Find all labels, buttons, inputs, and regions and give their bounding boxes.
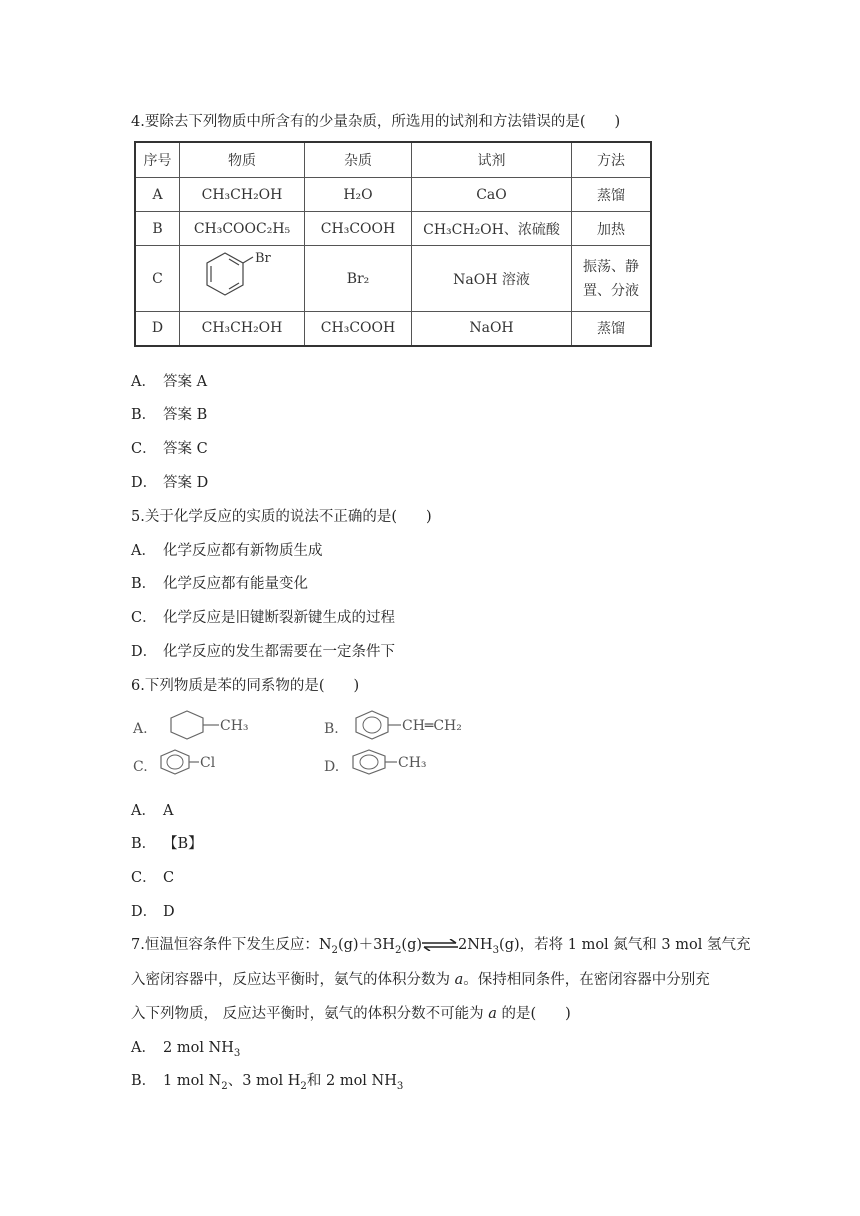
table-row — [135, 178, 651, 212]
q7-option-a[interactable]: A． 2 mol $NH_3$ — [131, 1040, 241, 1059]
table-cell — [572, 246, 652, 312]
table-cell: 加热 — [572, 212, 652, 246]
structure-b-substituent: CH═CH₂ — [402, 718, 462, 734]
option-text: 答案 C — [163, 441, 208, 457]
q6-option-a[interactable] — [131, 801, 173, 821]
table-header-cell: 试剂 — [412, 142, 572, 178]
option-letter: A． — [131, 803, 156, 819]
table-cell: 蒸馏 — [572, 178, 652, 212]
table-cell: CH₃COOH — [305, 312, 412, 346]
equilibrium-arrow-icon — [422, 939, 458, 951]
option-letter: B． — [131, 836, 157, 852]
option-text: 【B】 — [163, 836, 203, 852]
structure-b-label: B. — [324, 721, 339, 737]
q7-option-b[interactable]: B． 1 mol $N_2$、3 mol $H_2$和 2 mol $NH_3$ — [131, 1073, 404, 1092]
q6-option-d[interactable] — [131, 902, 175, 922]
question-7-line-3: 入下列物质， 反应达平衡时，氨气的体积分数不可能为 a 的是( ) — [131, 1006, 571, 1022]
option-text: 化学反应的发生都需要在一定条件下 — [163, 644, 395, 660]
table-header-cell: 序号 — [135, 142, 180, 178]
method-line: 置、分液 — [583, 282, 639, 299]
option-text: A — [163, 803, 174, 819]
option-text: 化学反应都有能量变化 — [163, 576, 308, 592]
table-cell: 蒸馏 — [572, 312, 652, 346]
table-cell: NaOH 溶液 — [412, 246, 572, 312]
table-cell: CH₃CH₂OH — [180, 312, 305, 346]
table-cell: CH₃CH₂OH — [180, 178, 305, 212]
table-cell: H₂O — [305, 178, 412, 212]
q6-option-c[interactable] — [131, 868, 174, 888]
option-text: D — [163, 904, 175, 920]
option-text: 化学反应都有新物质生成 — [163, 543, 323, 559]
option-letter: D． — [131, 475, 158, 491]
q4-option-b[interactable] — [131, 405, 207, 425]
structure-a-label: A. — [133, 721, 148, 737]
q6-structures-figure — [131, 707, 501, 777]
table-cell: CH₃COOH — [305, 212, 412, 246]
table-row — [135, 312, 651, 346]
option-letter: B． — [131, 576, 157, 592]
option-text: 答案 B — [163, 407, 208, 423]
option-letter: A． — [131, 374, 156, 390]
question-4-table — [134, 141, 652, 347]
structure-a-substituent: CH₃ — [220, 718, 249, 734]
option-letter: D． — [131, 904, 158, 920]
table-cell: Br₂ — [305, 246, 412, 312]
method-line: 振荡、静 — [583, 258, 639, 275]
table-cell: A — [135, 178, 180, 212]
option-letter: A． — [131, 1040, 156, 1056]
table-header-row — [135, 142, 651, 178]
option-text: 答案 D — [163, 475, 209, 491]
bromo-substituent-label: Br — [255, 250, 271, 266]
structure-c-label: C. — [133, 759, 148, 775]
question-5-stem: 5.关于化学反应的实质的说法不正确的是( ) — [131, 509, 432, 525]
table-row — [135, 246, 651, 312]
table-cell: CaO — [412, 178, 572, 212]
table-header-cell: 物质 — [180, 142, 305, 178]
table-header-cell: 方法 — [572, 142, 652, 178]
q5-option-c[interactable] — [131, 608, 395, 628]
bromobenzene-structure-icon — [187, 247, 297, 307]
structure-d-substituent: CH₃ — [398, 755, 427, 771]
q4-option-d[interactable] — [131, 473, 208, 493]
table-row — [135, 212, 651, 246]
question-6-stem: 6.下列物质是苯的同系物的是( ) — [131, 678, 360, 694]
table-cell: CH₃CH₂OH、浓硫酸 — [412, 212, 572, 246]
table-cell: D — [135, 312, 180, 346]
table-cell: CH₃COOC₂H₅ — [180, 212, 305, 246]
q4-option-a[interactable] — [131, 372, 207, 392]
table-cell: NaOH — [412, 312, 572, 346]
option-letter: C． — [131, 441, 157, 457]
q5-option-b[interactable] — [131, 574, 308, 594]
q4-option-c[interactable] — [131, 439, 208, 459]
table-cell: C — [135, 246, 180, 312]
option-letter: C． — [131, 610, 157, 626]
option-letter: C． — [131, 870, 157, 886]
q6-option-b[interactable] — [131, 834, 203, 854]
bromobenzene-structure-cell — [180, 246, 305, 312]
option-letter: B． — [131, 1073, 157, 1089]
benzene-ring-icon — [353, 750, 385, 774]
benzene-ring-icon — [356, 711, 388, 739]
table-header-cell: 杂质 — [305, 142, 412, 178]
option-letter: A． — [131, 543, 156, 559]
structure-c-substituent: Cl — [200, 755, 216, 771]
benzene-ring-icon — [161, 750, 189, 774]
question-7-line-1: 7.恒温恒容条件下发生反应：$N_2(g)+3H_2(g)$ $2NH_3(g)$，若将 1 mol 氮气和 3 mol 氢气充 — [131, 937, 751, 956]
option-letter: B． — [131, 407, 157, 423]
question-7-line-2: 入密闭容器中，反应达平衡时，氨气的体积分数为 a。保持相同条件，在密闭容器中分别充 — [131, 972, 710, 988]
option-text: 化学反应是旧键断裂新键生成的过程 — [163, 610, 395, 626]
cyclohexane-ring-icon — [171, 711, 203, 739]
question-4-stem: 4.要除去下列物质中所含有的少量杂质，所选用的试剂和方法错误的是( ) — [131, 114, 621, 130]
table-cell: B — [135, 212, 180, 246]
option-letter: D． — [131, 644, 158, 660]
option-text: 答案 A — [163, 374, 208, 390]
structure-d-label: D. — [324, 759, 340, 775]
q5-option-d[interactable] — [131, 642, 395, 662]
option-text: C — [163, 870, 175, 886]
q5-option-a[interactable] — [131, 541, 323, 561]
